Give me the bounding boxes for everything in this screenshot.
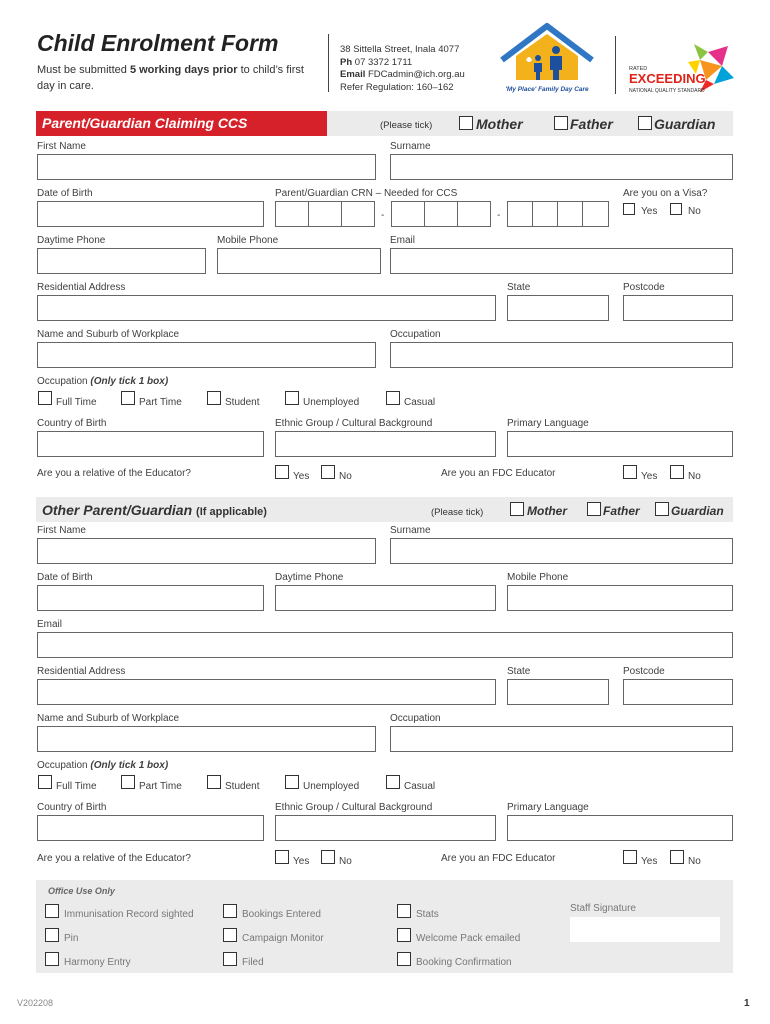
s1-workplace-input[interactable] — [37, 342, 376, 368]
s1-postcode-input[interactable] — [623, 295, 733, 321]
s2-postcode-input[interactable] — [623, 679, 733, 705]
version-code: V202208 — [17, 998, 54, 1008]
email-value: FDCadmin@ich.org.au — [368, 69, 465, 80]
s1-occupation-label: Occupation — [390, 329, 441, 340]
s2-dob-label: Date of Birth — [37, 572, 93, 583]
s2-casual-checkbox[interactable] — [386, 775, 400, 789]
subtitle-suffix: to child’s first day in care. — [37, 64, 304, 92]
s2-student-label: Student — [225, 781, 260, 792]
section2-please-tick: (Please tick) — [431, 507, 484, 518]
s1-parttime-checkbox[interactable] — [121, 391, 135, 405]
s2-ethnic-input[interactable] — [275, 815, 496, 841]
s2-relative-label: Are you a relative of the Educator? — [37, 853, 191, 864]
s1-ethnic-input[interactable] — [275, 431, 496, 457]
s2-occupation-label: Occupation — [390, 713, 441, 724]
s2-relative-no-label: No — [339, 856, 352, 867]
s1-crn-label: Parent/Guardian CRN – Needed for CCS — [275, 188, 458, 199]
s1-student-checkbox[interactable] — [207, 391, 221, 405]
email-label: Email — [340, 69, 366, 80]
s1-fulltime-label: Full Time — [56, 397, 97, 408]
s2-country-input[interactable] — [37, 815, 264, 841]
subtitle-bold: 5 working days prior — [129, 64, 238, 76]
s2-language-label: Primary Language — [507, 802, 589, 813]
crn-digit-3[interactable] — [341, 201, 375, 227]
rating-word: EXCEEDING — [629, 71, 706, 86]
s2-fdc-label: Are you an FDC Educator — [441, 853, 556, 864]
my-place-logo — [494, 20, 600, 96]
section1-mother-checkbox[interactable] — [459, 116, 473, 130]
s2-postcode-label: Postcode — [623, 666, 665, 677]
section2-mother-label: Mother — [527, 504, 567, 518]
section2-heading — [42, 502, 267, 518]
phone-label: Ph — [340, 56, 353, 68]
contact-block — [340, 44, 465, 94]
s1-workplace-label: Name and Suburb of Workplace — [37, 329, 180, 340]
s1-visa-no-label: No — [688, 206, 701, 217]
s1-visa-yes-label: Yes — [641, 206, 658, 217]
office-welcome-label: Welcome Pack emailed — [416, 933, 521, 944]
contact-regulation: Refer Regulation: 160–162 — [340, 81, 454, 93]
s1-fdc-yes-checkbox[interactable] — [623, 465, 637, 479]
s1-state-input[interactable] — [507, 295, 609, 321]
s2-unemployed-checkbox[interactable] — [285, 775, 299, 789]
header-divider — [328, 34, 329, 92]
s2-address-input[interactable] — [37, 679, 496, 705]
section2-father-label: Father — [603, 504, 640, 518]
rating-rated: RATED — [629, 66, 648, 72]
s1-occupation-tick-label — [37, 376, 168, 387]
s1-country-label: Country of Birth — [37, 418, 107, 429]
office-bookings-checkbox[interactable] — [223, 904, 237, 918]
section1-guardian-checkbox[interactable] — [638, 116, 652, 130]
crn-digit-7[interactable] — [507, 201, 533, 227]
s1-visa-yes-checkbox[interactable] — [623, 203, 635, 215]
s2-workplace-label: Name and Suburb of Workplace — [37, 713, 180, 724]
crn-digit-6[interactable] — [457, 201, 491, 227]
s1-first-name-label: First Name — [37, 141, 86, 152]
crn-digit-10[interactable] — [582, 201, 609, 227]
submission-note — [37, 62, 307, 94]
nqs-badge-icon — [626, 40, 738, 96]
office-heading: Office Use Only — [48, 886, 115, 896]
s2-fdc-yes-checkbox[interactable] — [623, 850, 637, 864]
s1-ethnic-label: Ethnic Group / Cultural Background — [275, 418, 433, 429]
s2-first-name-label: First Name — [37, 525, 86, 536]
page-number: 1 — [744, 998, 750, 1009]
office-filed-checkbox[interactable] — [223, 952, 237, 966]
s1-daytime-phone-input[interactable] — [37, 248, 206, 274]
s2-occupation-tick-label — [37, 760, 168, 771]
s1-country-input[interactable] — [37, 431, 264, 457]
s2-address-label: Residential Address — [37, 666, 126, 677]
s2-fdc-no-label: No — [688, 856, 701, 867]
s1-language-input[interactable] — [507, 431, 733, 457]
s1-state-label: State — [507, 282, 531, 293]
s1-address-input[interactable] — [37, 295, 496, 321]
contact-address: 38 Sittella Street, Inala 4077 — [340, 44, 460, 55]
occ-label-text: Occupation — [37, 760, 91, 771]
s2-mobile-phone-input[interactable] — [507, 585, 733, 611]
office-bookings-label: Bookings Entered — [242, 909, 321, 920]
s2-parttime-checkbox[interactable] — [121, 775, 135, 789]
s2-state-input[interactable] — [507, 679, 609, 705]
s1-fdc-yes-label: Yes — [641, 471, 658, 482]
s1-fdc-label: Are you an FDC Educator — [441, 468, 556, 479]
office-staff-signature-label: Staff Signature — [570, 903, 636, 914]
crn-digit-1[interactable] — [275, 201, 309, 227]
s2-fdc-no-checkbox[interactable] — [670, 850, 684, 864]
s1-dob-label: Date of Birth — [37, 188, 93, 199]
s1-address-label: Residential Address — [37, 282, 126, 293]
crn-digit-8[interactable] — [532, 201, 558, 227]
s1-unemployed-label: Unemployed — [303, 397, 360, 408]
s2-relative-yes-checkbox[interactable] — [275, 850, 289, 864]
section1-mother-label: Mother — [476, 116, 523, 132]
s2-occupation-input[interactable] — [390, 726, 733, 752]
crn-separator: - — [381, 210, 385, 221]
crn-digit-5[interactable] — [424, 201, 458, 227]
section2-mother-checkbox[interactable] — [510, 502, 524, 516]
s1-unemployed-checkbox[interactable] — [285, 391, 299, 405]
s1-postcode-label: Postcode — [623, 282, 665, 293]
s2-country-label: Country of Birth — [37, 802, 107, 813]
form-title: Child Enrolment Form — [37, 30, 279, 56]
s1-relative-label: Are you a relative of the Educator? — [37, 468, 191, 479]
office-filed-label: Filed — [242, 957, 264, 968]
section1-please-tick: (Please tick) — [380, 120, 433, 131]
section2-guardian-label: Guardian — [671, 504, 724, 518]
s1-fulltime-checkbox[interactable] — [38, 391, 52, 405]
s1-mobile-phone-input[interactable] — [217, 248, 381, 274]
s2-surname-input[interactable] — [390, 538, 733, 564]
s1-casual-label: Casual — [404, 397, 436, 408]
office-harmony-label: Harmony Entry — [64, 957, 131, 968]
crn-digit-4[interactable] — [391, 201, 425, 227]
s1-email-label: Email — [390, 235, 416, 246]
office-campaign-checkbox[interactable] — [223, 928, 237, 942]
office-booking-conf-checkbox[interactable] — [397, 952, 411, 966]
s2-mobile-phone-label: Mobile Phone — [507, 572, 569, 583]
logo-caption: 'My Place' Family Day Care — [505, 86, 589, 93]
office-stats-label: Stats — [416, 909, 439, 920]
exceeding-rating-badge — [626, 40, 738, 96]
section1-guardian-label: Guardian — [654, 116, 716, 132]
s2-unemployed-label: Unemployed — [303, 781, 360, 792]
office-booking-conf-label: Booking Confirmation — [416, 957, 512, 968]
s1-occupation-input[interactable] — [390, 342, 733, 368]
s2-language-input[interactable] — [507, 815, 733, 841]
s2-fdc-yes-label: Yes — [641, 856, 658, 867]
occ-note-text: (Only tick 1 box) — [90, 760, 169, 771]
office-staff-signature-field[interactable] — [570, 917, 720, 942]
logo-divider — [615, 36, 616, 94]
crn-digit-2[interactable] — [308, 201, 342, 227]
s1-relative-yes-checkbox[interactable] — [275, 465, 289, 479]
s2-parttime-label: Part Time — [139, 781, 182, 792]
s1-relative-yes-label: Yes — [293, 471, 310, 482]
office-campaign-label: Campaign Monitor — [242, 933, 324, 944]
s2-workplace-input[interactable] — [37, 726, 376, 752]
s1-mobile-phone-label: Mobile Phone — [217, 235, 279, 246]
s1-surname-label: Surname — [390, 141, 431, 152]
s1-fdc-no-checkbox[interactable] — [670, 465, 684, 479]
crn-digit-9[interactable] — [557, 201, 583, 227]
subtitle-prefix: Must be submitted — [37, 64, 130, 76]
office-harmony-checkbox[interactable] — [45, 952, 59, 966]
phone-value: 07 3372 1711 — [354, 56, 413, 68]
s1-parttime-label: Part Time — [139, 397, 182, 408]
section2-heading-text: Other Parent/Guardian — [42, 502, 193, 518]
office-stats-checkbox[interactable] — [397, 904, 411, 918]
s1-visa-label: Are you on a Visa? — [623, 188, 708, 199]
s1-dob-input[interactable] — [37, 201, 264, 227]
s1-daytime-phone-label: Daytime Phone — [37, 235, 106, 246]
s2-student-checkbox[interactable] — [207, 775, 221, 789]
office-pin-label: Pin — [64, 933, 79, 944]
contact-phone — [340, 57, 465, 70]
crn-separator: - — [497, 210, 501, 221]
office-immunisation-label: Immunisation Record sighted — [64, 909, 194, 920]
s2-email-input[interactable] — [37, 632, 733, 658]
s1-relative-no-checkbox[interactable] — [321, 465, 335, 479]
contact-email — [340, 69, 465, 82]
s2-fulltime-checkbox[interactable] — [38, 775, 52, 789]
office-pin-checkbox[interactable] — [45, 928, 59, 942]
s2-surname-label: Surname — [390, 525, 431, 536]
s2-state-label: State — [507, 666, 531, 677]
s2-ethnic-label: Ethnic Group / Cultural Background — [275, 802, 433, 813]
s2-relative-yes-label: Yes — [293, 856, 310, 867]
s2-fulltime-label: Full Time — [56, 781, 97, 792]
house-logo-icon — [494, 20, 600, 96]
s1-email-input[interactable] — [390, 248, 733, 274]
office-immunisation-checkbox[interactable] — [45, 904, 59, 918]
s2-dob-input[interactable] — [37, 585, 264, 611]
s1-visa-no-checkbox[interactable] — [670, 203, 682, 215]
s2-relative-no-checkbox[interactable] — [321, 850, 335, 864]
occ-label-text: Occupation — [37, 376, 91, 387]
section2-heading-note: (If applicable) — [196, 506, 267, 518]
s2-casual-label: Casual — [404, 781, 436, 792]
section2-guardian-checkbox[interactable] — [655, 502, 669, 516]
s2-first-name-input[interactable] — [37, 538, 376, 564]
s1-casual-checkbox[interactable] — [386, 391, 400, 405]
section2-father-checkbox[interactable] — [587, 502, 601, 516]
s1-fdc-no-label: No — [688, 471, 701, 482]
office-welcome-checkbox[interactable] — [397, 928, 411, 942]
section1-father-checkbox[interactable] — [554, 116, 568, 130]
s1-student-label: Student — [225, 397, 260, 408]
s2-daytime-phone-label: Daytime Phone — [275, 572, 344, 583]
s2-daytime-phone-input[interactable] — [275, 585, 496, 611]
s1-surname-input[interactable] — [390, 154, 733, 180]
s1-relative-no-label: No — [339, 471, 352, 482]
s1-language-label: Primary Language — [507, 418, 589, 429]
s1-first-name-input[interactable] — [37, 154, 376, 180]
section1-heading: Parent/Guardian Claiming CCS — [36, 111, 327, 136]
s2-email-label: Email — [37, 619, 63, 630]
occ-note-text: (Only tick 1 box) — [90, 376, 169, 387]
rating-standard: NATIONAL QUALITY STANDARD — [629, 88, 705, 94]
section1-father-label: Father — [570, 116, 613, 132]
